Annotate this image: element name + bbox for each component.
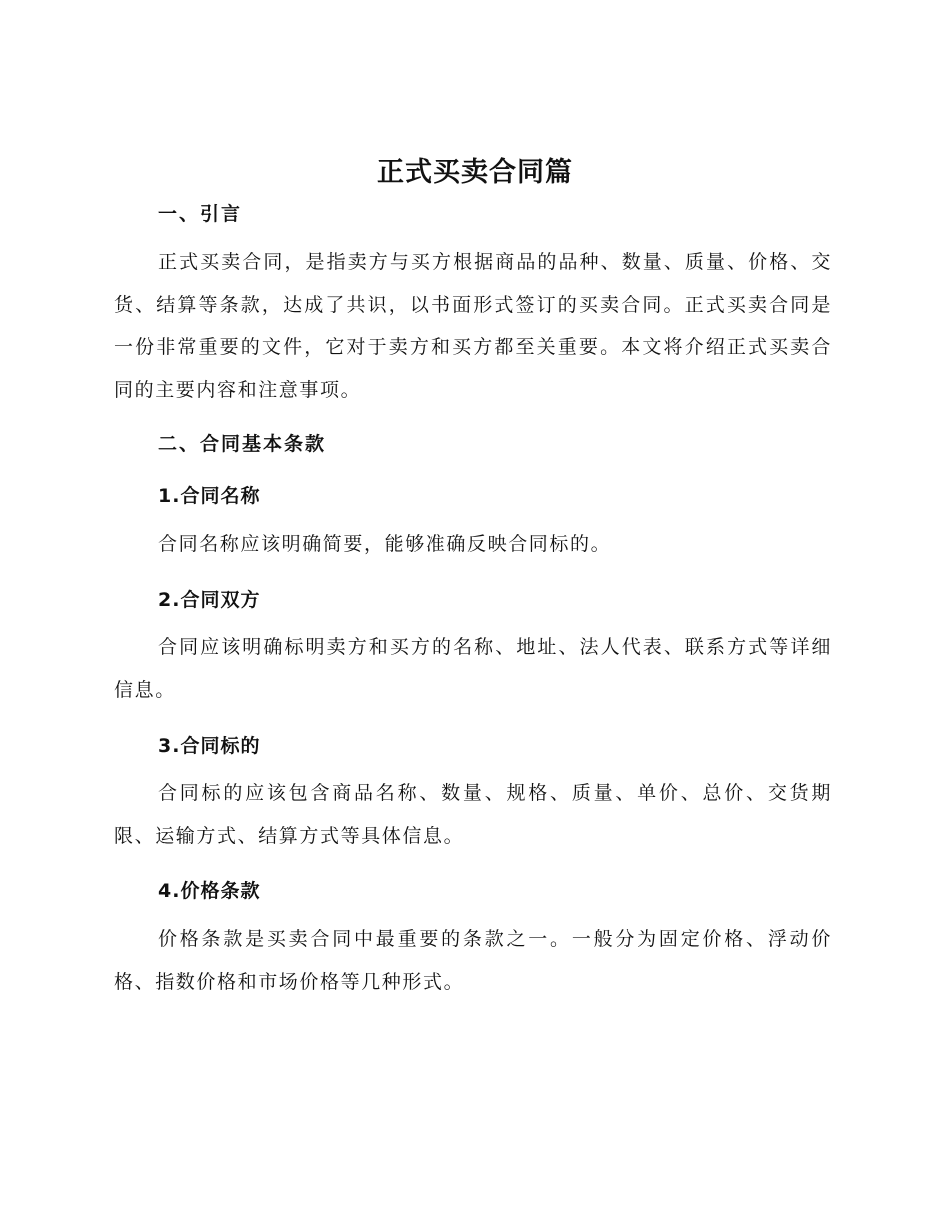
introduction-paragraph: 正式买卖合同，是指卖方与买方根据商品的品种、数量、质量、价格、交货、结算等条款，达成了共识，以书面形式签订的买卖合同。正式买卖合同是一份非常重要的文件，它对于卖方和买方都至关重要。本文将介绍正式买卖合同的主要内容和注意事项。 (114, 251, 832, 401)
document-title: 正式买卖合同篇 (377, 157, 573, 188)
subsection-heading-contract-subject: 3.合同标的 (158, 735, 261, 757)
price-terms-paragraph: 价格条款是买卖合同中最重要的条款之一。一般分为固定价格、浮动价格、指数价格和市场价格等几种形式。 (114, 928, 832, 993)
subsection-heading-contract-name: 1.合同名称 (158, 485, 261, 507)
section-heading-basic-terms: 二、合同基本条款 (158, 433, 327, 455)
subsection-heading-contract-parties: 2.合同双方 (158, 589, 261, 611)
contract-name-paragraph: 合同名称应该明确简要，能够准确反映合同标的。 (158, 533, 612, 555)
section-heading-introduction: 一、引言 (158, 203, 243, 225)
contract-parties-paragraph: 合同应该明确标明卖方和买方的名称、地址、法人代表、联系方式等详细信息。 (114, 636, 832, 701)
contract-subject-paragraph: 合同标的应该包含商品名称、数量、规格、质量、单价、总价、交货期限、运输方式、结算方式等具体信息。 (114, 782, 832, 847)
subsection-heading-price-terms: 4.价格条款 (158, 880, 261, 902)
